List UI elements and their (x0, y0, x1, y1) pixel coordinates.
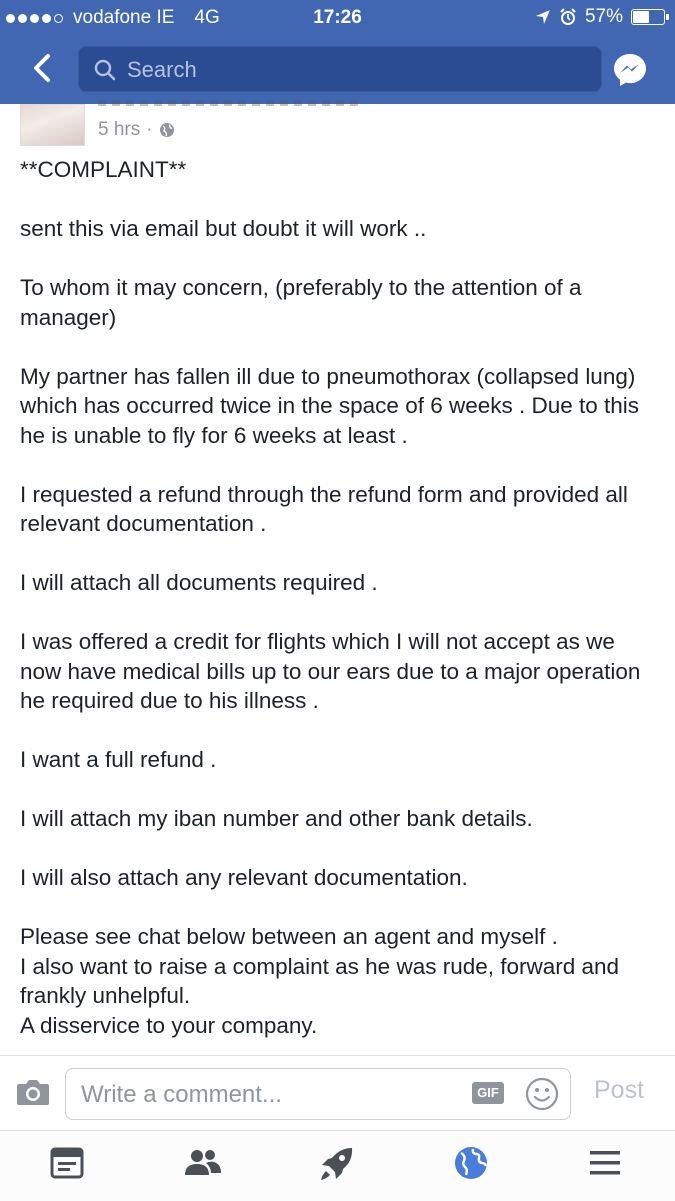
post-paragraph: I will attach all documents required . (20, 570, 378, 595)
tab-menu[interactable] (587, 1145, 627, 1185)
comment-field[interactable] (65, 1068, 571, 1120)
camera-button[interactable] (16, 1078, 50, 1111)
post-paragraph: A disservice to your company. (20, 1012, 318, 1038)
status-bar (0, 0, 675, 36)
messenger-button[interactable] (612, 52, 648, 88)
friends-icon (184, 1145, 222, 1181)
back-button[interactable] (24, 48, 64, 88)
camera-icon (16, 1078, 50, 1106)
post-time-text: 5 hrs (98, 119, 141, 140)
alarm-icon (559, 8, 577, 26)
search-icon (93, 58, 117, 82)
gif-button[interactable]: GIF (472, 1082, 504, 1104)
news-feed-icon (49, 1145, 85, 1181)
post-button[interactable]: Post (594, 1076, 645, 1104)
chevron-left-icon (24, 48, 64, 88)
avatar[interactable] (20, 104, 85, 146)
battery-percent: 57% (584, 6, 623, 27)
clock: 17:26 (313, 7, 362, 28)
messenger-icon (612, 52, 648, 88)
post-timestamp[interactable]: 5 hrs · (98, 119, 175, 141)
author-name-cropped[interactable] (98, 100, 358, 106)
post-paragraph: I was offered a credit for flights which I will not accept as we now have medical bills up to our ears due to a major operation he required due to his illness . (20, 629, 641, 713)
post-paragraph: I will also attach any relevant documentation. (20, 865, 468, 890)
carrier-name: vodafone IE (73, 7, 175, 28)
battery-icon (631, 9, 665, 25)
comment-input[interactable] (79, 1069, 463, 1121)
post-paragraph: **COMPLAINT** (20, 157, 187, 182)
tab-notifications[interactable] (453, 1145, 493, 1185)
post-paragraph: I also want to raise a complaint as he was rude, forward and frankly unhelpful. (20, 953, 620, 1008)
post-paragraph: I will attach my iban number and other bank details. (20, 806, 533, 831)
post-paragraph: I requested a refund through the refund form and provided all relevant documentation . (20, 481, 628, 536)
network-type: 4G (194, 7, 220, 28)
globe-icon (159, 122, 175, 138)
emoji-button[interactable] (525, 1077, 559, 1116)
post-paragraph: To whom it may concern, (preferably to the attention of a manager) (20, 275, 582, 330)
search-input[interactable] (125, 47, 589, 93)
post-paragraph: sent this via email but doubt it will work .. (20, 216, 427, 241)
tab-news-feed[interactable] (49, 1145, 89, 1185)
rocket-icon (318, 1145, 356, 1183)
comment-bar (0, 1055, 675, 1131)
post-paragraph: Please see chat below between an agent and myself . (20, 924, 558, 949)
smiley-icon (525, 1077, 559, 1111)
post-text (20, 155, 660, 1040)
tab-explore[interactable] (318, 1145, 358, 1185)
location-arrow-icon (535, 9, 551, 25)
bottom-tab-bar (0, 1130, 675, 1201)
globe-icon (453, 1145, 489, 1181)
post-paragraph: My partner has fallen ill due to pneumothorax (collapsed lung) which has occurred twice in the space of 6 weeks . Due to this he is unable to fly for 6 weeks at least . (20, 363, 640, 448)
post-paragraph: I want a full refund . (20, 747, 217, 772)
search-bar[interactable] (78, 46, 602, 92)
tab-friends[interactable] (184, 1145, 224, 1185)
nav-header (0, 36, 675, 104)
hamburger-menu-icon (587, 1145, 623, 1181)
